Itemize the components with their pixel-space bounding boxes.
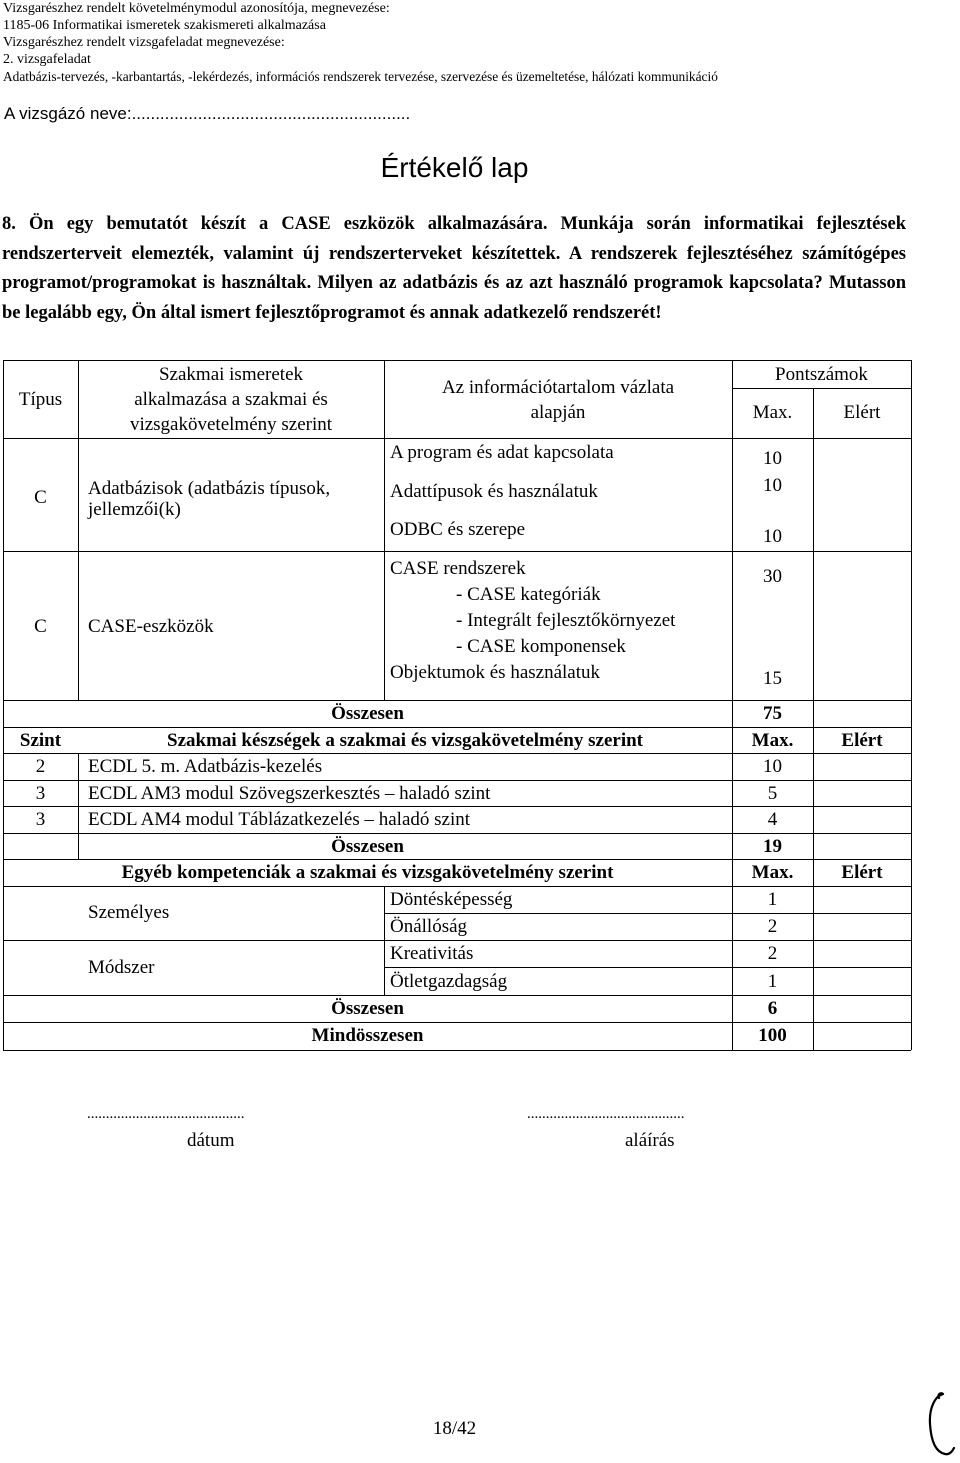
row-max-points: 10 — [763, 448, 782, 469]
competency-group: Módszer — [88, 957, 155, 978]
col-header-max: Max. — [752, 402, 793, 423]
row-max-points: 10 — [763, 526, 782, 547]
row-topic: jellemzői(k) — [88, 499, 181, 520]
grand-total-label: Mindösszesen — [311, 1025, 424, 1046]
signature-dots: .......................................... — [527, 1106, 685, 1122]
col-header-max: Max. — [751, 862, 794, 883]
col-header-type: Típus — [18, 389, 63, 410]
col-header-outline-1: Az információtartalom vázlata — [441, 377, 675, 398]
header-task-label: Vizsgarészhez rendelt vizsgafeladat megnevezése: — [3, 35, 285, 50]
page-number: 18/42 — [432, 1418, 477, 1439]
col-header-level: Szint — [19, 730, 62, 751]
skill-level: 3 — [35, 809, 46, 830]
col-header-outline-2: alapján — [530, 402, 586, 423]
row-topic: CASE-eszközök — [88, 616, 214, 637]
skill-label: ECDL AM3 modul Szövegszerkesztés – haladó szint — [88, 783, 491, 804]
row-max-points: 10 — [763, 475, 782, 496]
competency-label: Ötletgazdagság — [390, 971, 508, 992]
row-max-points: 30 — [763, 566, 782, 587]
competency-label: Önállóság — [390, 916, 468, 937]
grand-total-value: 100 — [758, 1025, 787, 1046]
page-title: Értékelő lap — [380, 152, 529, 183]
exam-question: 8. Ön egy bemutatót készít a CASE eszközök alkalmazására. Munkája során informatikai fejlesztések rendszerterveit elemezték, valamint új rendszerterveket készítettek. A rendszerek fejlesztéséhez számítógépes programot/programokat is használtak. Milyen az adatbázis és az azt használó programok kapcsolata? Mutasson be legalább egy, Ön által ismert fejlesztőprogramot és annak adatkezelő rendszerét! — [2, 214, 906, 323]
competency-label: Kreativitás — [390, 943, 474, 964]
subtotal-value: 75 — [763, 703, 782, 724]
skill-max: 5 — [767, 783, 778, 804]
skill-max: 10 — [763, 756, 782, 777]
col-header-achieved: Elért — [843, 402, 881, 423]
competencies-section-header: Egyéb kompetenciák a szakmai és vizsgakövetelmény szerint — [121, 862, 614, 883]
date-label: dátum — [187, 1130, 235, 1151]
subtotal-value: 6 — [767, 998, 778, 1019]
subtotal-label: Összesen — [331, 836, 404, 857]
col-header-achieved: Elért — [841, 730, 883, 751]
subtotal-label: Összesen — [331, 998, 404, 1019]
col-header-achieved: Elért — [841, 862, 883, 883]
row-item: Objektumok és használatuk — [390, 662, 601, 683]
col-header-knowledge-2: alkalmazása a szakmai és — [134, 389, 328, 410]
signature-label: aláírás — [625, 1130, 675, 1151]
col-header-knowledge-1: Szakmai ismeretek — [158, 364, 304, 385]
header-task-number: 2. vizsgafeladat — [3, 52, 91, 67]
subtotal-value: 19 — [763, 836, 782, 857]
row-item: - Integrált fejlesztőkörnyezet — [456, 610, 676, 631]
competency-max: 1 — [767, 889, 778, 910]
header-module-name: 1185-06 Informatikai ismeretek szakismereti alkalmazása — [3, 18, 326, 33]
skill-level: 2 — [35, 756, 46, 777]
subtotal-label: Összesen — [331, 703, 404, 724]
row-max-points: 15 — [763, 668, 782, 689]
competency-max: 2 — [767, 916, 778, 937]
header-module-label: Vizsgarészhez rendelt követelménymodul azonosítója, megnevezése: — [3, 1, 390, 16]
row-type: C — [34, 616, 47, 637]
date-dots: .......................................... — [87, 1106, 245, 1122]
row-item: ODBC és szerepe — [390, 519, 526, 540]
row-item: A program és adat kapcsolata — [390, 442, 614, 463]
skill-label: ECDL AM4 modul Táblázatkezelés – haladó szint — [88, 809, 471, 830]
col-header-points: Pontszámok — [775, 364, 868, 385]
competency-group: Személyes — [88, 902, 170, 923]
row-item: Adattípusok és használatuk — [390, 481, 598, 502]
col-header-knowledge-3: vizsgakövetelmény szerint — [129, 414, 333, 435]
skill-label: ECDL 5. m. Adatbázis-kezelés — [88, 756, 323, 777]
row-item: - CASE komponensek — [456, 636, 626, 657]
row-type: C — [34, 487, 47, 508]
row-item: CASE rendszerek — [390, 558, 526, 579]
col-header-max: Max. — [751, 730, 794, 751]
competency-max: 2 — [767, 943, 778, 964]
skill-level: 3 — [35, 783, 46, 804]
competency-label: Döntésképesség — [390, 889, 513, 910]
handwritten-initial-mark — [925, 1388, 959, 1460]
examinee-name-line: A vizsgázó neve:........................................................... — [4, 104, 411, 123]
row-topic: Adatbázisok (adatbázis típusok, — [88, 478, 331, 499]
header-task-name: Adatbázis-tervezés, -karbantartás, -lekérdezés, információs rendszerek tervezése, szervezése és üzemeltetése, hálózati kommunikáció — [3, 69, 718, 84]
row-item: - CASE kategóriák — [456, 584, 601, 605]
competency-max: 1 — [767, 971, 778, 992]
skills-section-header: Szakmai készségek a szakmai és vizsgakövetelmény szerint — [167, 730, 643, 751]
skill-max: 4 — [767, 809, 778, 830]
